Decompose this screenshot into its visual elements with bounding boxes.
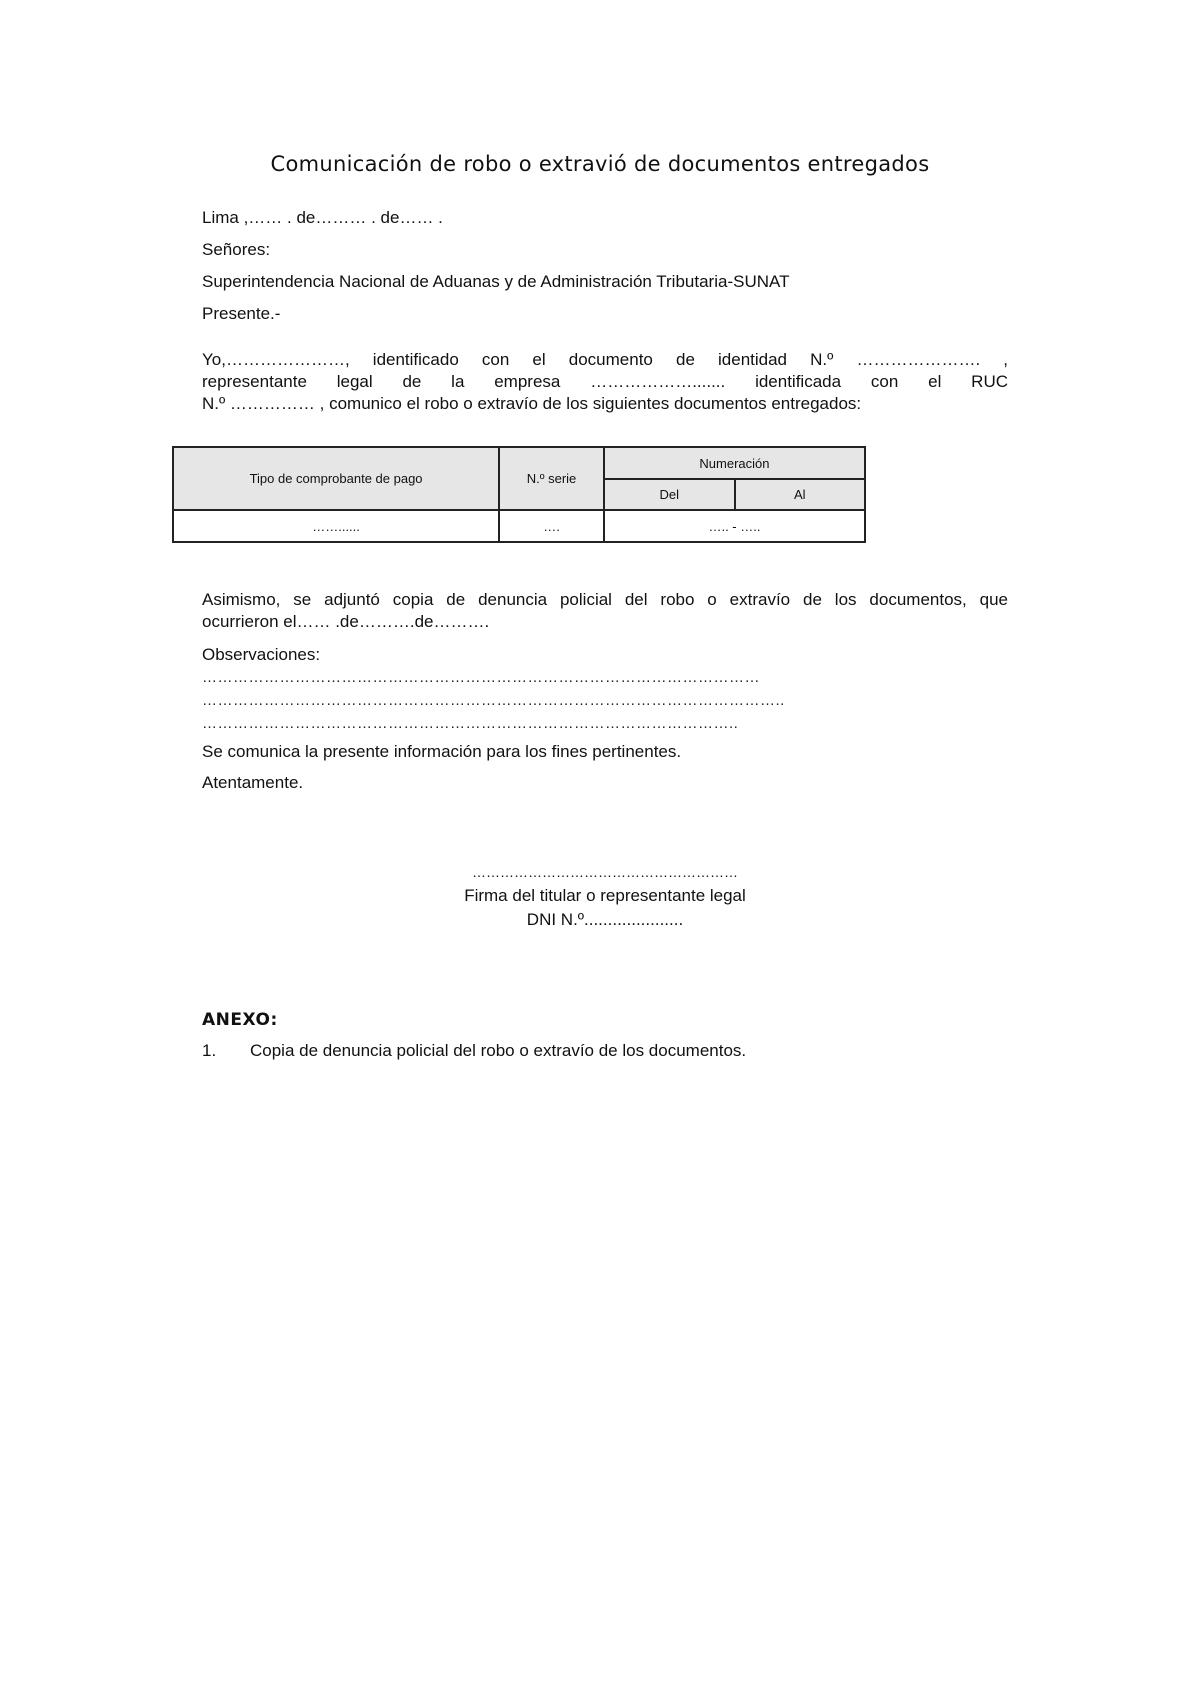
- intro-paragraph: [202, 349, 1008, 415]
- asimismo-line-1: Asimismo, se adjuntó copia de denuncia policial del robo o extravío de los documentos, que: [202, 590, 1008, 609]
- anexo-item-number: 1.: [202, 1041, 217, 1060]
- header-del: Del: [604, 479, 735, 510]
- signature-dni: DNI N.º.....................: [526, 910, 684, 929]
- table-row: [173, 510, 865, 542]
- anexo-item-text: Copia de denuncia policial del robo o extravío de los documentos.: [250, 1041, 747, 1060]
- presente-line: Presente.-: [202, 304, 281, 323]
- document-title: Comunicación de robo o extravió de documentos entregados: [270, 152, 930, 176]
- header-numero-serie: N.º serie: [499, 447, 604, 510]
- signature-label: Firma del titular o representante legal: [464, 886, 746, 905]
- date-line: Lima ,…… . de……… . de…… .: [202, 208, 443, 227]
- atentamente-line: Atentamente.: [202, 773, 304, 792]
- addressee: Superintendencia Nacional de Aduanas y de Administración Tributaria-SUNAT: [202, 272, 790, 291]
- anexo-item: [202, 1041, 746, 1061]
- cell-numero-serie: ….: [499, 510, 604, 542]
- observaciones-line-2: …………………………………………………………………………………………………..: [202, 692, 785, 709]
- intro-line-3: N.º …………… , comunico el robo o extravío de los siguientes documentos entregados:: [202, 394, 862, 413]
- intro-line-1: Yo,…………………, identificado con el documento de identidad N.º …………………. ,: [202, 350, 1008, 369]
- cell-numeracion: ….. - …..: [604, 510, 865, 542]
- header-al: Al: [735, 479, 866, 510]
- documents-table: [172, 446, 866, 543]
- salutation: Señores:: [202, 240, 271, 259]
- asimismo-line-2: ocurrieron el…… .de……….de……….: [202, 612, 490, 631]
- observaciones-line-1: ………………………………………………………………………………………………: [202, 669, 760, 686]
- intro-line-2: representante legal de la empresa ………………....... identificada con el RUC: [202, 372, 1008, 391]
- header-tipo-comprobante: Tipo de comprobante de pago: [173, 447, 499, 510]
- anexo-heading: ANEXO:: [202, 1010, 278, 1030]
- observaciones-line-3: …………………………………………………………………………………………..: [202, 715, 739, 732]
- cell-tipo-comprobante: ……......: [173, 510, 499, 542]
- asimismo-paragraph: [202, 589, 1008, 633]
- observaciones-label: Observaciones:: [202, 645, 321, 664]
- header-numeracion: Numeración: [604, 447, 865, 479]
- closing-line: Se comunica la presente información para los fines pertinentes.: [202, 742, 682, 761]
- signature-dots: …………………………………………………: [472, 864, 738, 880]
